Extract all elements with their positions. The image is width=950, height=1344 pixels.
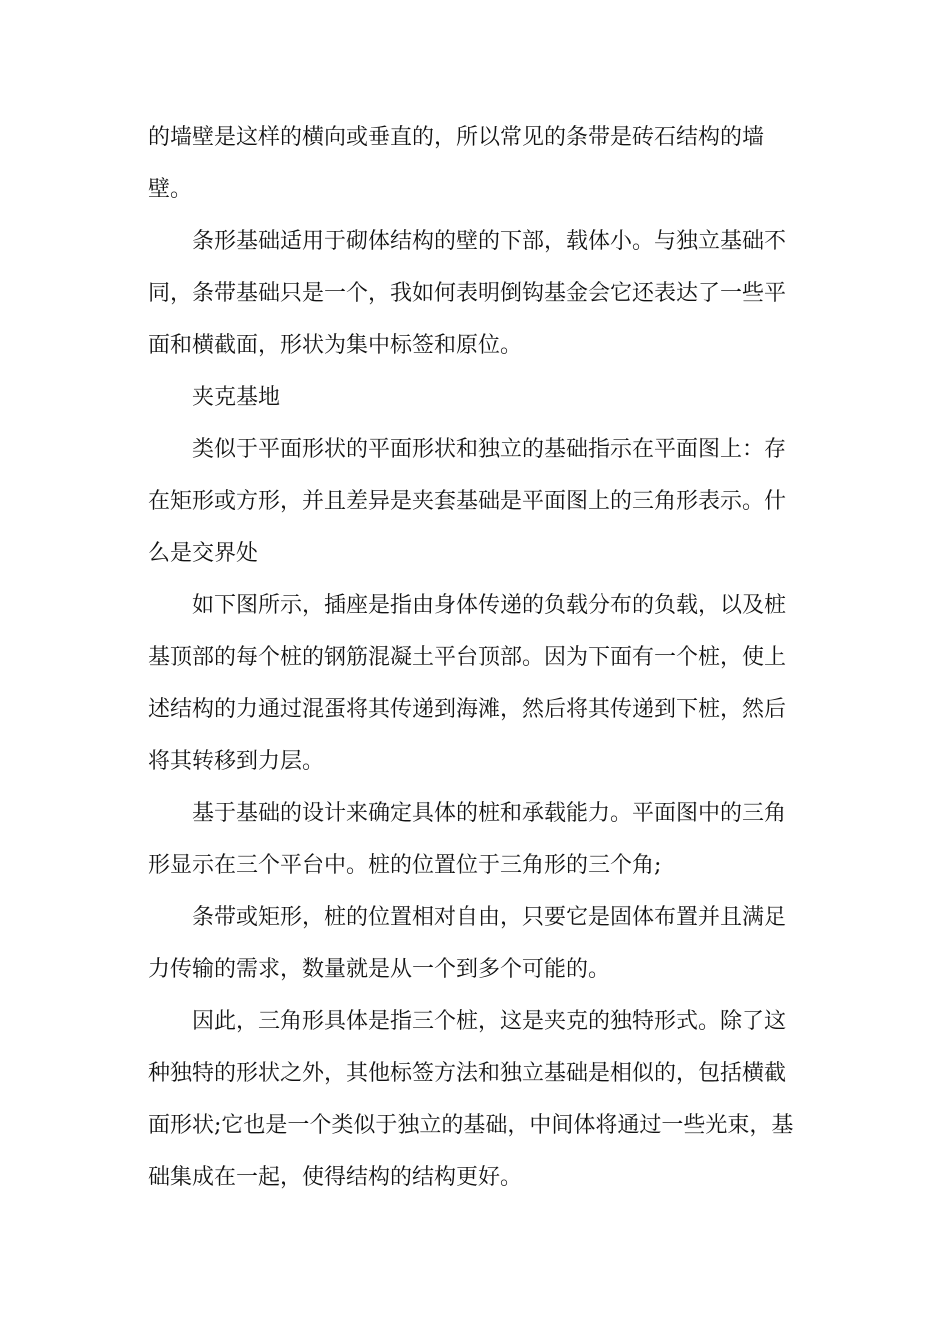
- paragraph-7: 因此，三角形具体是指三个桩，这是夹克的独特形式。除了这种独特的形状之外，其他标签方法和独立基础是相似的，包括横截面形状;它也是一个类似于独立的基础，中间体将通过一些光束，基础集成在一起，使得结构的结构更好。: [148, 1009, 794, 1190]
- document-body: [148, 112, 804, 1204]
- section-heading: 夹克基地: [192, 385, 281, 410]
- paragraph-5: 基于基础的设计来确定具体的桩和承载能力。平面图中的三角形显示在三个平台中。桩的位置位于三角形的三个角;: [148, 801, 787, 878]
- paragraph-1: 的墙壁是这样的横向或垂直的，所以常见的条带是砖石结构的墙壁。: [148, 125, 765, 202]
- paragraph-4: 如下图所示，插座是指由身体传递的负载分布的负载，以及桩基顶部的每个桩的钢筋混凝土平台顶部。因为下面有一个桩，使上述结构的力通过混蛋将其传递到海滩，然后将其传递到下桩，然后将其转移到力层。: [148, 593, 787, 774]
- paragraph-3: 类似于平面形状的平面形状和独立的基础指示在平面图上：存在矩形或方形，并且差异是夹套基础是平面图上的三角形表示。什么是交界处: [148, 437, 787, 566]
- paragraph-6: 条带或矩形，桩的位置相对自由，只要它是固体布置并且满足力传输的需求，数量就是从一个到多个可能的。: [148, 905, 787, 982]
- paragraph-2: 条形基础适用于砌体结构的壁的下部，载体小。与独立基础不同，条带基础只是一个，我如何表明倒钩基金会它还表达了一些平面和横截面，形状为集中标签和原位。: [148, 229, 787, 358]
